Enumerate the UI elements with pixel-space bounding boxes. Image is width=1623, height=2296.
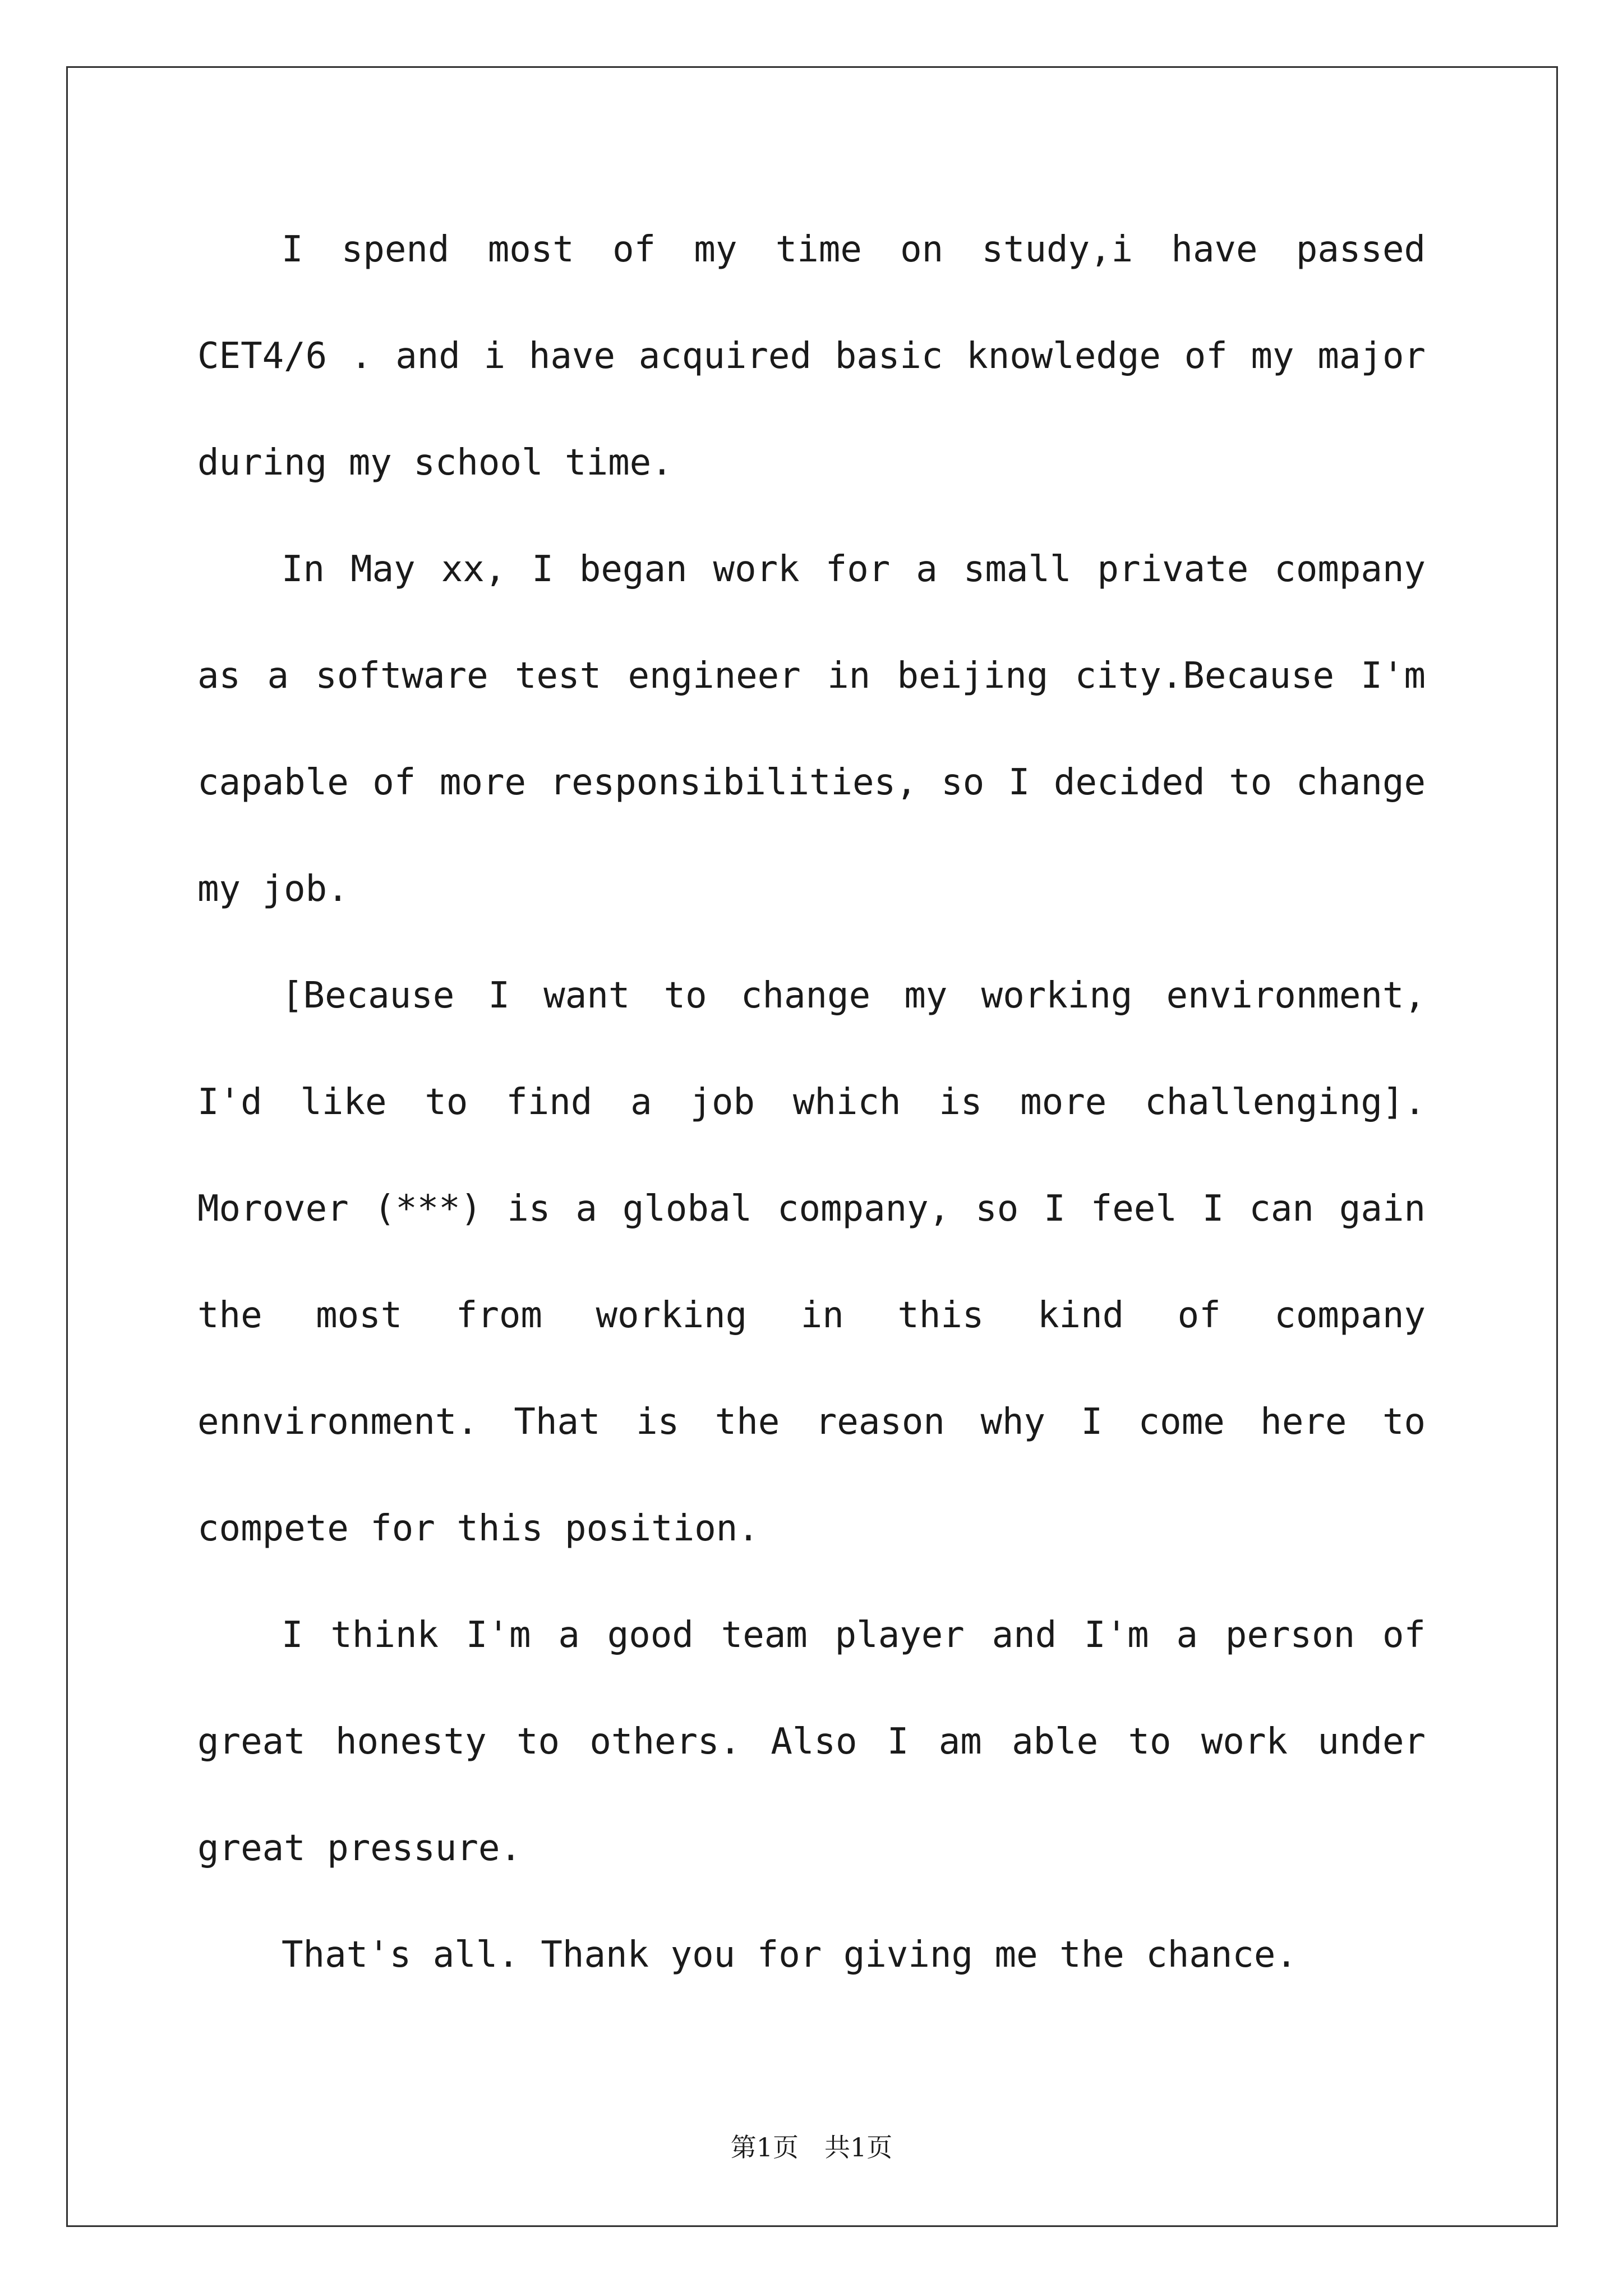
document-body — [197, 196, 1426, 2008]
paragraph-1: I spend most of my time on study,i have passed CET4/6 . and i have acquired basic knowledge of my major during my school time. — [197, 229, 1426, 484]
page-number: 第1页 共1页 — [730, 2132, 893, 2162]
paragraph-3: [Because I want to change my working environment, I'd like to find a job which is more challenging]. Morover (***) is a global company, so I feel I can gain the most from working in this kind of company ennvironment. That is the reason why I come here to compete for this position. — [197, 975, 1426, 1549]
paragraph-5: That's all. Thank you for giving me the chance. — [282, 1934, 1297, 1976]
paragraph-4: I think I'm a good team player and I'm a person of great honesty to others. Also I am able to work under great pressure. — [197, 1614, 1426, 1869]
paragraph-2: In May xx, I began work for a small private company as a software test engineer in beijing city.Because I'm capable of more responsibilities, so I decided to change my job. — [197, 549, 1426, 910]
